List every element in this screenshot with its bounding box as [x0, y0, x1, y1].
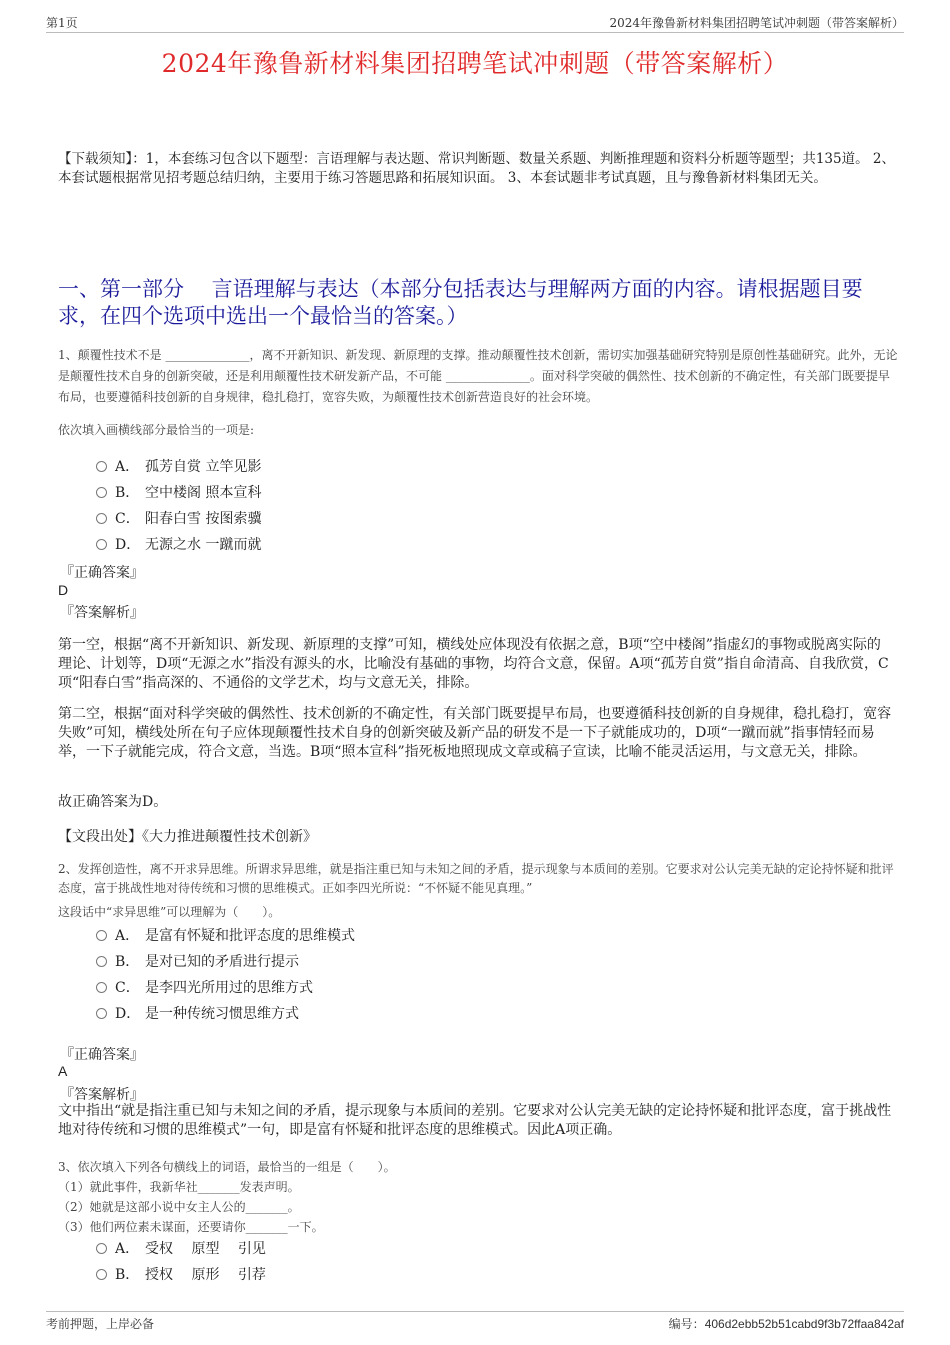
- q1-source: 【文段出处】《大力推进颠覆性技术创新》: [58, 829, 317, 845]
- q1-option-d[interactable]: D． 无源之水 一蹴而就: [96, 533, 261, 555]
- q1-analysis-label: 『答案解析』: [60, 605, 144, 621]
- q1-option-a[interactable]: A． 孤芳自赏 立竿见影: [96, 455, 261, 477]
- q2-option-b[interactable]: B． 是对已知的矛盾进行提示: [96, 950, 299, 972]
- footer-slogan: 考前押题，上岸必备: [46, 1317, 155, 1331]
- radio-icon[interactable]: [96, 1269, 107, 1280]
- q2-answer-label: 『正确答案』: [60, 1047, 144, 1063]
- radio-icon[interactable]: [96, 982, 107, 993]
- question-3-sub-3: （3）他们两位素未谋面，还要请你_______一下。: [58, 1220, 324, 1234]
- q2-answer: A: [58, 1063, 68, 1079]
- radio-icon[interactable]: [96, 539, 107, 550]
- question-1-text: 1、颠覆性技术不是 ______________，离不开新知识、新发现、新原理的支撑。推动颠覆性技术创新，需切实加强基础研究特别是原创性基础研究。此外，无论是颠覆性技术自身的创新突破，还是利用颠覆性技术研发新产品，不可能 ______________。面对科学突破的偶然性、技术创新的不确定性，有关部门既要提早布局，也要遵循科技创新的自身规律，稳扎稳打，宽容失败，为颠覆性技术创新营造良好的社会环境。: [58, 348, 898, 404]
- page-number: 第1页: [46, 16, 78, 30]
- header-divider: [46, 32, 904, 33]
- radio-icon[interactable]: [96, 487, 107, 498]
- question-3-text: 3、依次填入下列各句横线上的词语，最恰当的一组是（ ）。: [58, 1160, 396, 1174]
- page-title: 2024年豫鲁新材料集团招聘笔试冲刺题（带答案解析）: [161, 49, 789, 78]
- footer-divider: [46, 1311, 904, 1312]
- q2-option-d[interactable]: D． 是一种传统习惯思维方式: [96, 1002, 299, 1024]
- q1-answer-label: 『正确答案』: [60, 565, 144, 581]
- q2-option-c[interactable]: C． 是李四光所用过的思维方式: [96, 976, 313, 998]
- question-2-prompt: 这段话中“求异思维”可以理解为（ ）。: [58, 905, 281, 919]
- q2-analysis-label: 『答案解析』: [60, 1087, 144, 1103]
- header-doc-title: 2024年豫鲁新材料集团招聘笔试冲刺题（带答案解析）: [609, 16, 904, 30]
- radio-icon[interactable]: [96, 1243, 107, 1254]
- q1-option-b[interactable]: B． 空中楼阁 照本宣科: [96, 481, 261, 503]
- download-notice: 【下载须知】：1，本套练习包含以下题型：言语理解与表达题、常识判断题、数量关系题、判断推理题和资料分析题等题型；共135道。 2、本套试题根据常见招考题总结归纳，主要用于练习答题思路和拓展知识面。 3、本套试题非考试真题，且与豫鲁新材料集团无关。: [58, 151, 895, 186]
- q1-option-c[interactable]: C． 阳春白雪 按图索骥: [96, 507, 261, 529]
- radio-icon[interactable]: [96, 1008, 107, 1019]
- q3-option-a[interactable]: A． 受权 原型 引见: [96, 1237, 266, 1259]
- question-3-sub-1: （1）就此事件，我新华社_______发表声明。: [58, 1180, 300, 1194]
- footer-code-value: 406d2ebb52b51cabd9f3b72ffaa842af: [704, 1317, 904, 1331]
- footer-code-label: 编号：: [668, 1317, 705, 1331]
- radio-icon[interactable]: [96, 930, 107, 941]
- radio-icon[interactable]: [96, 513, 107, 524]
- question-3-sub-2: （2）她就是这部小说中女主人公的_______。: [58, 1200, 300, 1214]
- q1-analysis-p1: 第一空，根据“离不开新知识、新发现、新原理的支撑”可知，横线处应体现没有依据之意，B项“空中楼阁”指虚幻的事物或脱离实际的理论、计划等，D项“无源之水”指没有源头的水，比喻没有基础的事物，均符合文意，保留。A项“孤芳自赏”指自命清高、自我欣赏，C项“阳春白雪”指高深的、不通俗的文学艺术，均与文意无关，排除。: [58, 637, 889, 691]
- q2-analysis: 文中指出“就是指注重已知与未知之间的矛盾，提示现象与本质间的差别。它要求对公认完美无缺的定论持怀疑和批评态度，富于挑战性地对待传统和习惯的思维模式”一句，即是富有怀疑和批评态度的思维模式。因此A项正确。: [58, 1103, 892, 1138]
- q2-option-a[interactable]: A． 是富有怀疑和批评态度的思维模式: [96, 924, 355, 946]
- section-heading: 一、第一部分 言语理解与表达（本部分包括表达与理解两方面的内容。请根据题目要求，在四个选项中选出一个最恰当的答案。）: [58, 277, 863, 328]
- radio-icon[interactable]: [96, 956, 107, 967]
- q1-analysis-p2: 第二空，根据“面对科学突破的偶然性、技术创新的不确定性，有关部门既要提早布局，也要遵循科技创新的自身规律，稳扎稳打，宽容失败”可知，横线处所在句子应体现颠覆性技术自身的创新突破及新产品的研发不是一下子就能成功的，D项“一蹴而就”指事情轻而易举，一下子就能完成，符合文意，当选。B项“照本宣科”指死板地照现成文章或稿子宣读，比喻不能灵活运用，与文意无关，排除。: [58, 706, 892, 760]
- question-2-text: 2、发挥创造性，离不开求异思维。所谓求异思维，就是指注重已知与未知之间的矛盾，提示现象与本质间的差别。它要求对公认完美无缺的定论持怀疑和批评态度，富于挑战性地对待传统和习惯的思维模式。正如李四光所说：“不怀疑不能见真理。”: [58, 862, 894, 895]
- q3-option-b[interactable]: B． 授权 原形 引荐: [96, 1263, 266, 1285]
- footer-code: [669, 1315, 904, 1332]
- radio-icon[interactable]: [96, 461, 107, 472]
- question-1-prompt: 依次填入画横线部分最恰当的一项是:: [58, 423, 255, 437]
- q1-analysis-p3: 故正确答案为D。: [58, 794, 168, 810]
- q1-answer: D: [58, 582, 69, 598]
